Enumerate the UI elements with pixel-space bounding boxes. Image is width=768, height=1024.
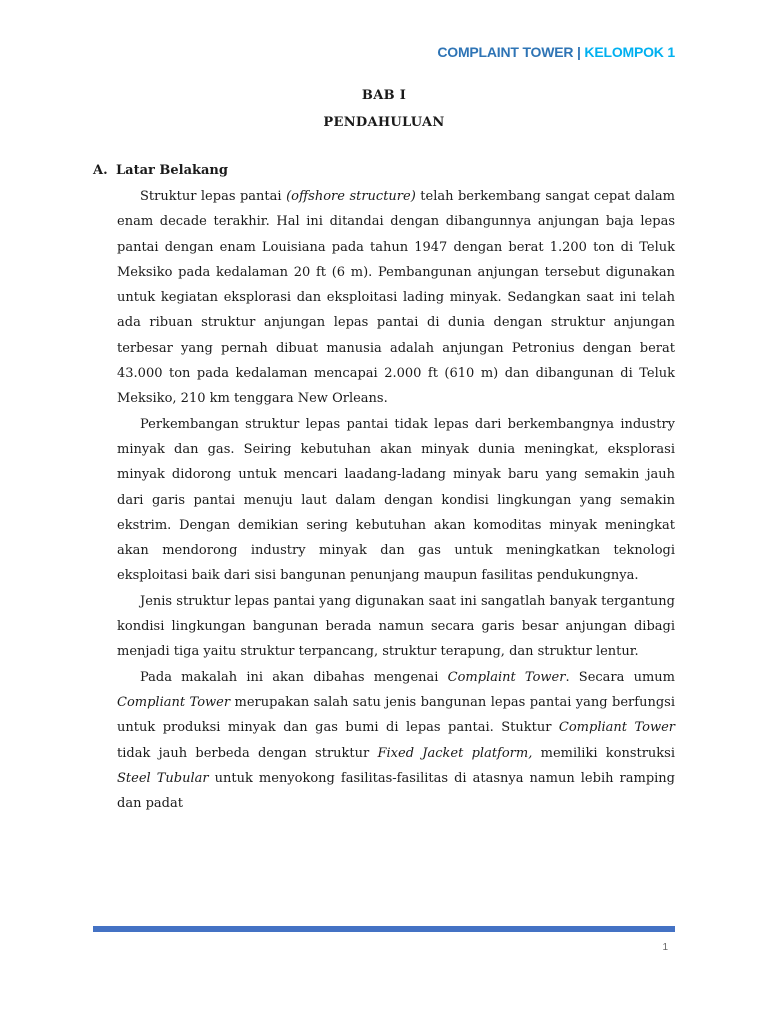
chapter-title: PENDAHULUAN xyxy=(323,115,445,130)
section-title: Latar Belakang xyxy=(116,163,228,178)
p4-text-k: untuk menyokong fasilitas-fasilitas di atasnya namun lebih ramping dan padat xyxy=(117,770,676,812)
paragraph-3: Jenis struktur lepas pantai yang digunakan saat ini sangatlah banyak tergantung kondisi lingkungan bangunan berada namun secara garis besar anjungan dibagi menjadi tiga yaitu struktur terpancang, struktur terapung, dan struktur lentur. xyxy=(117,593,675,660)
running-header xyxy=(437,44,675,60)
paragraph-1 xyxy=(117,184,675,412)
p4-text-e: merupakan salah satu jenis bangunan lepas pantai yang berfungsi untuk produksi minyak dan gas bumi di lepas pantai. Stuktur xyxy=(117,694,675,736)
p1-text-a: Struktur lepas pantai xyxy=(140,189,287,204)
paragraph-2: Perkembangan struktur lepas pantai tidak lepas dari berkembangnya industry minyak dan gas. Seiring kebutuhan akan minyak dunia meningkat, eksplorasi minyak didorong untuk mencari laadang-ladang minyak baru yang semakin jauh dari garis pantai menuju laut dalam dengan kondisi lingkungan yang semakin ekstrim. Dengan demikian sering kebutuhan akan komoditas minyak meningkat akan mendorong industry minyak dan gas untuk meningkatkan teknologi eksploitasi baik dari sisi bangunan penunjang maupun fasilitas pendukungnya. xyxy=(117,416,675,584)
paragraph-4 xyxy=(117,665,675,817)
header-separator: | xyxy=(573,44,585,60)
p4-text-i: memiliki konstruksi xyxy=(532,745,676,761)
header-title: COMPLAINT TOWER xyxy=(437,44,574,60)
p1-text-c: telah berkembang sangat cepat dalam enam decade terakhir. Hal ini ditandai dengan dibangunnya anjungan baja lepas pantai dengan enam Louisiana pada tahun 1947 dengan berat 1.200 ton di Teluk Meksiko pada kedalaman 20 ft (6 m). Pembangunan anjungan tersebut digunakan untuk kegiatan eksplorasi dan eksploitasi lading minyak. Sedangkan saat ini telah ada ribuan struktur anjungan lepas pantai di dunia dengan struktur anjungan terbesar yang pernah dibuat manusia adalah anjungan Petronius dengan berat 43.000 ton pada kedalaman mencapai 2.000 ft (610 m) dan dibangunan di Teluk Meksiko, 210 km tenggara New Orleans. xyxy=(117,189,675,407)
body-text xyxy=(117,184,675,816)
p4-italic-complaint-tower: Complaint Tower xyxy=(447,669,566,685)
p4-italic-compliant-tower-2: Compliant Tower xyxy=(558,720,675,736)
footer-rule xyxy=(93,926,675,932)
header-group: KELOMPOK 1 xyxy=(584,44,675,60)
page-number: 1 xyxy=(662,942,668,953)
p4-text-g: tidak jauh berbeda dengan struktur xyxy=(117,745,378,761)
section-letter: A. xyxy=(93,163,108,178)
p4-text-c: . Secara umum xyxy=(565,669,675,685)
p4-italic-steel-tubular: Steel Tubular xyxy=(117,770,209,786)
p4-italic-compliant-tower-1: Compliant Tower xyxy=(117,694,231,710)
chapter-number: BAB I xyxy=(361,88,407,103)
section-heading xyxy=(93,163,228,178)
p1-italic-offshore: (offshore structure) xyxy=(286,189,416,204)
p4-italic-fixed-jacket: Fixed Jacket platform, xyxy=(377,745,533,761)
p4-text-a: Pada makalah ini akan dibahas mengenai xyxy=(140,669,448,685)
